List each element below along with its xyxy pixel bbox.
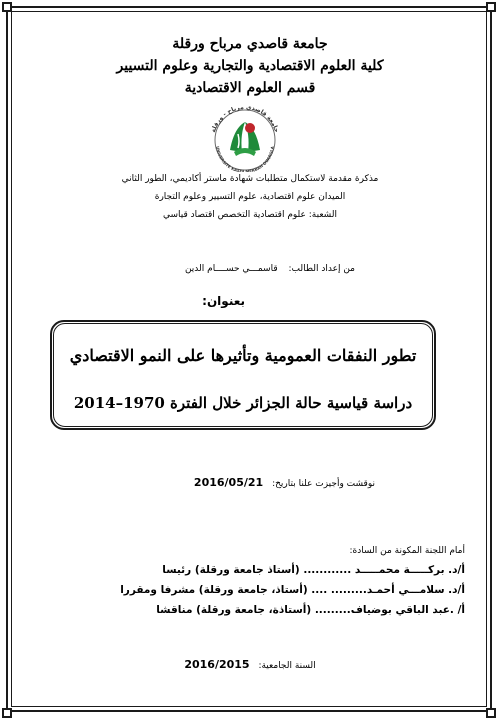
memo-line-3: الشعبة: علوم اقتصادية التخصص اقتصاد قياسي [163,210,337,220]
faculty-name: كلية العلوم الاقتصادية والتجارية وعلوم التسيير [116,58,384,74]
academic-year [0,658,500,671]
academic-year-value: 2016/2015 [184,658,250,671]
jury-member: أ/د. سلامـــي أحمـد......... .... (أستاذ، جامعة ورقلة) مشرفا ومقررا [120,584,465,596]
student-line [185,264,355,274]
logo-arc-text-top: جامعة قاصدي مرباح - ورقلة [209,103,281,134]
thesis-title: تطور النفقات العمومية وتأثيرها على النمو الاقتصادي [69,346,417,365]
defense-label: نوقشت وأجيزت علنا بتاريخ: [272,479,375,489]
university-logo [204,100,286,172]
memo-line-1: مذكرة مقدمة لاستكمال متطلبات شهادة ماستر أكاديمي، الطور الثاني [121,174,379,184]
memo-line-2: الميدان علوم اقتصادية، علوم التسيير وعلوم التجارة [154,192,346,202]
title-label: بعنوان: [202,294,245,308]
student-label: من إعداد الطالب: [288,264,355,274]
academic-year-label: السنة الجامعية: [258,661,316,671]
university-name: جامعة قاصدي مرباح ورقلة [172,36,328,52]
corner-ornament [2,708,12,718]
department-name: قسم العلوم الاقتصادية [184,80,316,96]
defense-line [194,476,375,489]
logo-arc-text-bottom: UNIVERSITE KASDI MERBAH OUARGLA [215,145,275,172]
corner-ornament [2,2,12,12]
corner-ornament [486,2,496,12]
jury-member: أ/ .عبد الباقي بوضياف......... (أستاذة، جامعة ورقلة) مناقشا [156,604,465,616]
jury-intro: أمام اللجنة المكونة من السادة: [349,546,465,556]
jury-member: أ/د. بركـــــة محمـــــد ............ (أستاذ جامعة ورقلة) رئيسا [162,564,465,576]
defense-date: 2016/05/21 [193,476,264,489]
thesis-subtitle: دراسة قياسية حالة الجزائر خلال الفترة 1970–2014 [73,394,413,412]
svg-text:جامعة قاصدي مرباح - ورقلة [210,104,280,133]
student-name: قاسمـــي حســــام الدين [184,264,278,274]
corner-ornament [486,708,496,718]
